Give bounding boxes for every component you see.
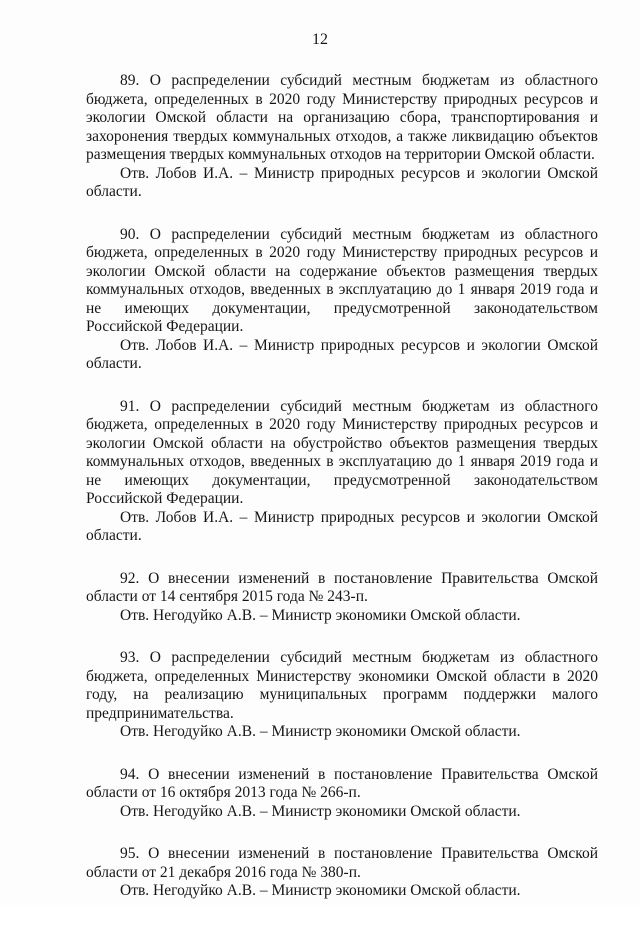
agenda-item-responsible: Отв. Лобов И.А. – Министр природных ресурсов и экологии Омской области. xyxy=(86,508,598,544)
agenda-item-responsible: Отв. Лобов И.А. – Министр природных ресурсов и экологии Омской области. xyxy=(86,336,598,372)
agenda-item-95 xyxy=(86,845,598,901)
agenda-item-text: 95. О внесении изменений в постановление Правительства Омской области от 21 декабря 2016 года № 380-п. xyxy=(86,845,598,881)
agenda-item-93 xyxy=(86,649,598,742)
agenda-item-responsible: Отв. Негодуйко А.В. – Министр экономики Омской области. xyxy=(120,802,521,820)
agenda-item-text: 94. О внесении изменений в постановление Правительства Омской области от 16 октября 2013 года № 266-п. xyxy=(86,765,598,801)
agenda-item-text: 93. О распределении субсидий местным бюджетам из областного бюджета, определенных Министерству экономики Омской области в 2020 году, на реализацию муниципальных программ поддержки малого предпринимательства. xyxy=(86,649,598,722)
agenda-list xyxy=(86,72,598,925)
agenda-item-responsible: Отв. Негодуйко А.В. – Министр экономики Омской области. xyxy=(120,606,521,624)
agenda-item-94 xyxy=(86,766,598,822)
agenda-item-responsible: Отв. Негодуйко А.В. – Министр экономики Омской области. xyxy=(120,723,521,740)
agenda-item-92 xyxy=(86,570,598,626)
agenda-item-text: 92. О внесении изменений в постановление Правительства Омской области от 14 сентября 2015 года № 243-п. xyxy=(86,569,598,605)
agenda-item-text: 90. О распределении субсидий местным бюджетам из областного бюджета, определенных в 2020 году Министерству природных ресурсов и экологии Омской области на содержание объектов размещения твердых коммунальных отходов, введенных в эксплуатацию до 1 января 2019 года и не имеющих документации, предусмотренной законодательством Российской Федерации. xyxy=(86,225,598,335)
page-number: 12 xyxy=(312,31,328,48)
agenda-item-text: 91. О распределении субсидий местным бюджетам из областного бюджета, определенных в 2020 году Министерству природных ресурсов и экологии Омской области на обустройство объектов размещения твердых коммунальных отходов, введенных в эксплуатацию до 1 января 2019 года и не имеющих документации, предусмотренной законодательством Российской Федерации. xyxy=(86,397,598,507)
agenda-item-responsible: Отв. Лобов И.А. – Министр природных ресурсов и экологии Омской области. xyxy=(86,164,598,200)
agenda-item-89 xyxy=(86,72,598,202)
agenda-item-90 xyxy=(86,226,598,374)
agenda-item-91 xyxy=(86,398,598,546)
agenda-item-text: 89. О распределении субсидий местным бюджетам из областного бюджета, определенных в 2020 году Министерству природных ресурсов и экологии Омской области на организацию сбора, транспортирования и захоронения твердых коммунальных отходов, а также ликвидацию объектов размещения твердых коммунальных отходов на территории Омской области. xyxy=(86,72,598,163)
agenda-item-responsible: Отв. Негодуйко А.В. – Министр экономики Омской области. xyxy=(120,882,521,899)
